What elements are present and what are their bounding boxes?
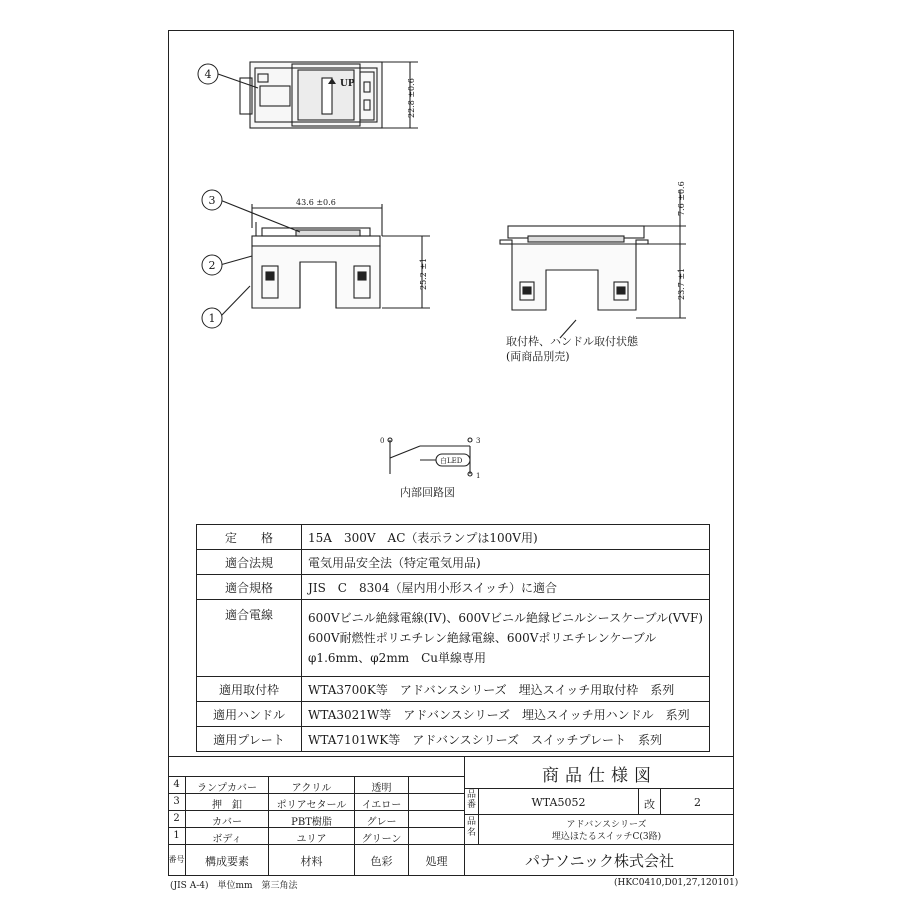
kai-value: 2 [694,796,701,809]
up-label: UP [340,79,355,89]
dim-side-top: 7.6 ±0.6 [677,181,686,216]
part-no: 1 [173,830,180,841]
circuit-led-label: 白LED [440,457,463,465]
spec-line: 600Vビニル絶縁電線(IV)、600Vビニル絶縁ビニルシースケーブル(VVF) [308,611,703,625]
spec-label: 適合規格 [197,575,302,600]
parts-header-color: 色彩 [370,855,393,868]
spec-row-rating [197,525,710,550]
part-material: ポリアセタール [276,800,347,811]
spec-label: 定 格 [197,525,302,550]
balloon-4: 4 [204,68,212,81]
side-view [500,190,686,338]
spec-label: 適合法規 [197,550,302,575]
circuit-terminal-3: 3 [476,437,481,445]
drawing-title: 商品仕様図 [542,766,657,786]
spec-value: 15A 300V AC（表示ランプは100V用) [302,525,710,550]
part-element: ランプカバー [197,783,257,794]
balloon-2: 2 [208,259,216,272]
part-element: 押 釦 [212,800,242,811]
hinmei-line-2: 埋込ほたるスイッチC(3路) [551,832,662,842]
parts-header-material: 材料 [300,855,323,868]
spec-row-law [197,550,710,575]
dim-top-height: 22.8 ±0.6 [407,78,416,118]
part-element: ボディ [212,834,242,845]
hinban-value: WTA5052 [531,796,586,809]
title-block [168,756,734,876]
parts-header-element: 構成要素 [205,855,249,868]
spec-row-wire [197,600,710,677]
front-view [220,200,430,317]
footer-right: (HKC0410,D01,27,120101) [614,878,739,888]
spec-label: 適用プレート [197,727,302,752]
part-color: 透明 [371,783,392,794]
spec-row-standard [197,575,710,600]
part-color: グレー [366,817,397,828]
spec-row-handle [197,702,710,727]
circuit-terminal-0: 0 [380,437,385,445]
part-color: グリーン [361,834,402,845]
part-no: 4 [173,779,180,790]
spec-line: φ1.6mm、φ2mm Cu単線専用 [308,651,486,665]
spec-label: 適用ハンドル [197,702,302,727]
part-no: 2 [173,813,180,824]
hinmei-label: 品名 [466,817,476,838]
spec-label: 適用取付枠 [197,677,302,702]
spec-value: WTA7101WK等 アドバンスシリーズ スイッチプレート 系列 [302,727,710,752]
footer-left: (JIS A-4) 単位mm 第三角法 [170,881,298,891]
part-material: アクリル [291,783,332,794]
spec-row-frame [197,677,710,702]
part-material: PBT樹脂 [291,817,332,828]
spec-label: 適合電線 [197,600,302,677]
balloon-3: 3 [208,194,216,207]
hinmei-line-1: アドバンスシリーズ [566,820,647,830]
hinban-label: 品番 [466,790,476,810]
spec-value: WTA3021W等 アドバンスシリーズ 埋込スイッチ用ハンドル 系列 [302,702,710,727]
parts-header-treatment: 処理 [425,855,448,868]
part-no: 3 [173,796,180,807]
part-color: イエロー [361,800,402,811]
part-material: ユリア [296,834,327,845]
spec-row-plate [197,727,710,752]
part-element: カバー [212,817,242,828]
dim-front-height: 25.2 ±1 [419,257,428,290]
dim-side-height: 23.7 ±1 [677,267,686,300]
spec-line: 600V耐燃性ポリエチレン絶縁電線、600Vポリエチレンケーブル [308,631,657,645]
circuit-caption: 内部回路図 [400,486,455,499]
side-caption-2: (両商品別売) [506,350,570,363]
dim-width: 43.6 ±0.6 [296,198,336,207]
company-name: パナソニック株式会社 [525,852,674,870]
spec-value: WTA3700K等 アドバンスシリーズ 埋込スイッチ用取付枠 系列 [302,677,710,702]
spec-value: 電気用品安全法（特定電気用品) [302,550,710,575]
parts-header-no: 番号 [168,855,185,864]
side-caption-1: 取付枠、ハンドル取付状態 [506,335,638,348]
spec-table [196,524,710,752]
kai-label: 改 [644,798,655,811]
balloon-1: 1 [208,312,216,325]
spec-value [302,600,710,677]
spec-value: JIS C 8304（屋内用小形スイッチ）に適合 [302,575,710,600]
top-view [218,62,418,128]
circuit-terminal-1: 1 [476,472,481,480]
